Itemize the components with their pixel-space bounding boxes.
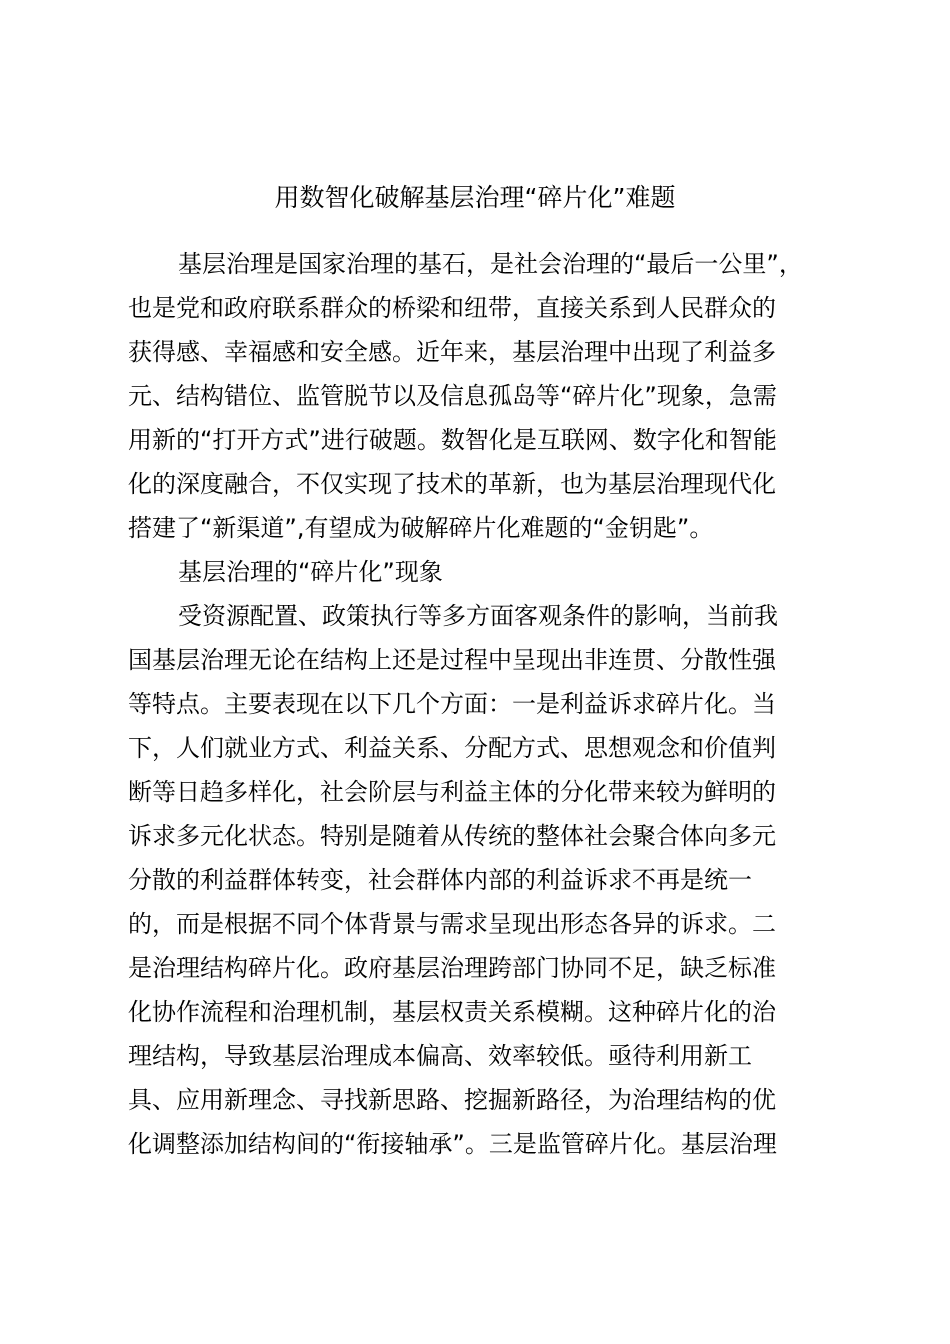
text-line: 断等日趋多样化，社会阶层与利益主体的分化带来较为鲜明的: [128, 778, 776, 806]
paragraph-intro: [128, 242, 818, 550]
text-line: 是治理结构碎片化。政府基层治理跨部门协同不足，缺乏标准: [128, 954, 776, 982]
text-line: 受资源配置、政策执行等多方面客观条件的影响，当前我: [178, 602, 778, 630]
text-line: 的，而是根据不同个体背景与需求呈现出形态各异的诉求。二: [128, 910, 776, 938]
text-line: 国基层治理无论在结构上还是过程中呈现出非连贯、分散性强: [128, 646, 776, 674]
text-line: 化的深度融合，不仅实现了技术的革新，也为基层治理现代化: [128, 470, 776, 498]
text-line: 理结构，导致基层治理成本偏高、效率较低。亟待利用新工: [128, 1042, 752, 1070]
text-line: 诉求多元化状态。特别是随着从传统的整体社会聚合体向多元: [128, 822, 776, 850]
text-line: 化协作流程和治理机制，基层权责关系模糊。这种碎片化的治: [128, 998, 776, 1026]
text-line: 也是党和政府联系群众的桥梁和纽带，直接关系到人民群众的: [128, 294, 776, 322]
text-line: 元、结构错位、监管脱节以及信息孤岛等“碎片化”现象，急需: [128, 382, 777, 410]
text-line: 下，人们就业方式、利益关系、分配方式、思想观念和价值判: [128, 734, 776, 762]
text-line: 获得感、幸福感和安全感。近年来，基层治理中出现了利益多: [128, 338, 776, 366]
section-heading: [128, 550, 818, 594]
section-heading-text: 基层治理的“碎片化”现象: [178, 558, 443, 586]
document-title: 用数智化破解基层治理“碎片化”难题: [274, 183, 676, 212]
text-line: 搭建了“新渠道”,有望成为破解碎片化难题的“金钥匙”。: [128, 514, 714, 542]
text-line: 基层治理是国家治理的基石，是社会治理的“最后一公里”，: [178, 250, 803, 278]
text-line: 等特点。主要表现在以下几个方面：一是利益诉求碎片化。当: [128, 690, 776, 718]
text-line: 化调整添加结构间的“衔接轴承”。三是监管碎片化。基层治理: [128, 1130, 777, 1158]
text-line: 具、应用新理念、寻找新思路、挖掘新路径，为治理结构的优: [128, 1086, 776, 1114]
text-line: 分散的利益群体转变，社会群体内部的利益诉求不再是统一: [128, 866, 752, 894]
document-body: [128, 242, 818, 1166]
paragraph-phenomenon: [128, 594, 818, 1166]
text-line: 用新的“打开方式”进行破题。数智化是互联网、数字化和智能: [128, 426, 777, 454]
